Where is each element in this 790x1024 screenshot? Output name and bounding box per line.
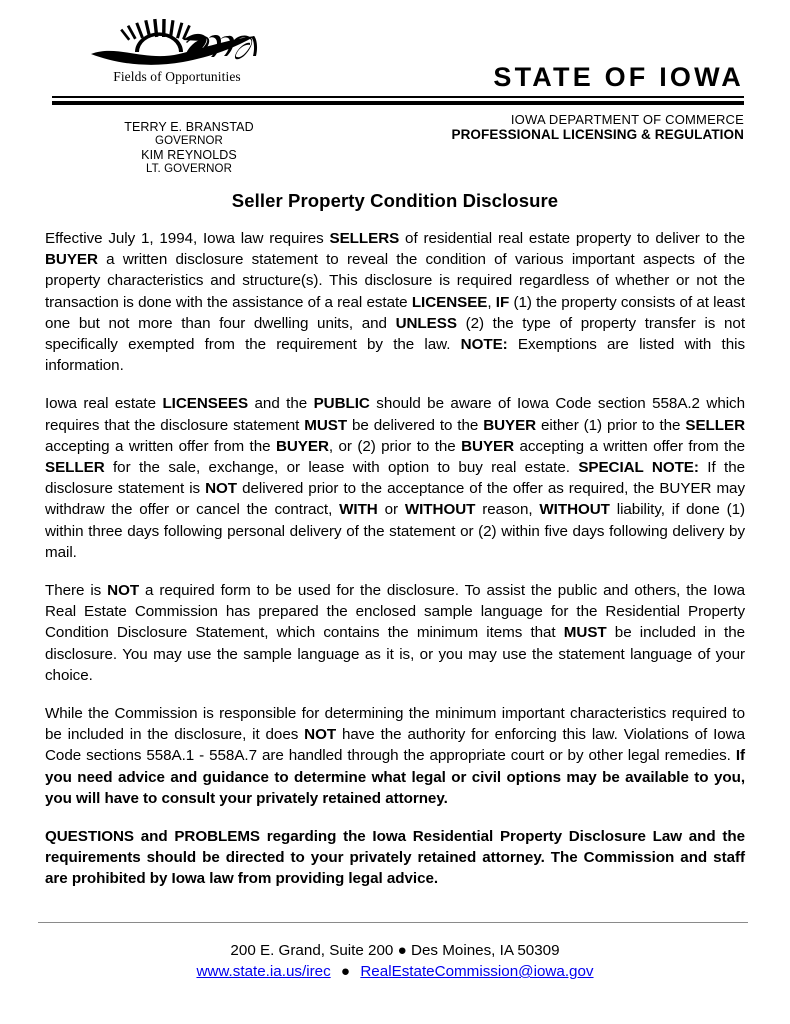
- footer: [0, 940, 790, 982]
- governor-name: TERRY E. BRANSTAD: [124, 120, 254, 134]
- paragraph-commission-responsibility: While the Commission is responsible for determining the minimum important characteristics required to be included in the disclosure, it does NOT have the authority for enforcing this law. Violations of Iowa Code sections 558A.1 - 558A.7 are handled through the appropriate court or by other legal remedies. If you need advice and guidance to determine what legal or civil options may be available to you, you will have to consult your privately retained attorney.: [45, 705, 745, 807]
- iowa-logo: [62, 18, 292, 84]
- document-body: [45, 228, 745, 890]
- lt-governor-title: LT. GOVERNOR: [146, 163, 232, 175]
- department-heading: [451, 112, 744, 142]
- lt-governor-name: KIM REYNOLDS: [141, 148, 237, 162]
- footer-bullet-separator: ●: [340, 963, 351, 980]
- header-divider: [52, 96, 744, 105]
- paragraph-effective-date: Effective July 1, 1994, Iowa law requires SELLERS of residential real estate property to deliver to the BUYER a written disclosure statement to reveal the condition of various important aspects of the property characteristics and structure(s). This disclosure is required regardless of whether or not the transaction is done with the assistance of a real estate LICENSEE, IF (1) the property consists of at least one but not more than four dwelling units, and UNLESS (2) the type of property transfer is not specifically exempted from the requirement by the law. NOTE: Exemptions are listed with this information.: [45, 230, 746, 375]
- email-link[interactable]: RealEstateCommission@iowa.gov: [360, 963, 594, 980]
- officials-block: [84, 120, 294, 176]
- footer-divider: [38, 922, 748, 923]
- footer-address: 200 E. Grand, Suite 200 ● Des Moines, IA 50309: [230, 942, 560, 959]
- paragraph-licensees-public: Iowa real estate LICENSEES and the PUBLIC should be aware of Iowa Code section 558A.2 which requires that the disclosure statement MUST be delivered to the BUYER either (1) prior to the SELLER accepting a written offer from the BUYER, or (2) prior to the BUYER accepting a written offer from the SELLER for the sale, exchange, or lease with option to buy real estate. SPECIAL NOTE: If the disclosure statement is NOT delivered prior to the acceptance of the offer as required, the BUYER may withdraw the offer or cancel the contract, WITH or WITHOUT reason, WITHOUT liability, if done (1) within three days following personal delivery of the statement or (2) within five days following delivery by mail.: [45, 395, 745, 561]
- header-divider-thin: [52, 96, 744, 98]
- paragraph-questions-problems: QUESTIONS and PROBLEMS regarding the Iowa Residential Property Disclosure Law and the requirements should be directed to your privately retained attorney. The Commission and staff are prohibited by Iowa law from providing legal advice.: [45, 828, 745, 888]
- logo-tagline: Fields of Opportunities: [113, 69, 241, 84]
- page-title: Seller Property Condition Disclosure: [231, 190, 559, 211]
- footer-links: [0, 961, 790, 982]
- paragraph-no-required-form: There is NOT a required form to be used for the disclosure. To assist the public and others, the Iowa Real Estate Commission has prepared the enclosed sample language for the Residential Property Condition Disclosure Statement, which contains the minimum items that MUST be included in the disclosure. You may use the sample language as it is, or you may use the statement language of your choice.: [45, 582, 746, 684]
- state-title: STATE OF IOWA: [493, 62, 744, 92]
- letterhead-header: [0, 0, 790, 175]
- division-name: PROFESSIONAL LICENSING & REGULATION: [451, 127, 744, 142]
- header-divider-thick: [52, 101, 744, 105]
- governor-title: GOVERNOR: [155, 135, 223, 147]
- department-name: IOWA DEPARTMENT OF COMMERCE: [510, 112, 744, 127]
- iowa-sunrise-logo-icon: [87, 18, 267, 70]
- website-link[interactable]: www.state.ia.us/irec: [196, 963, 331, 980]
